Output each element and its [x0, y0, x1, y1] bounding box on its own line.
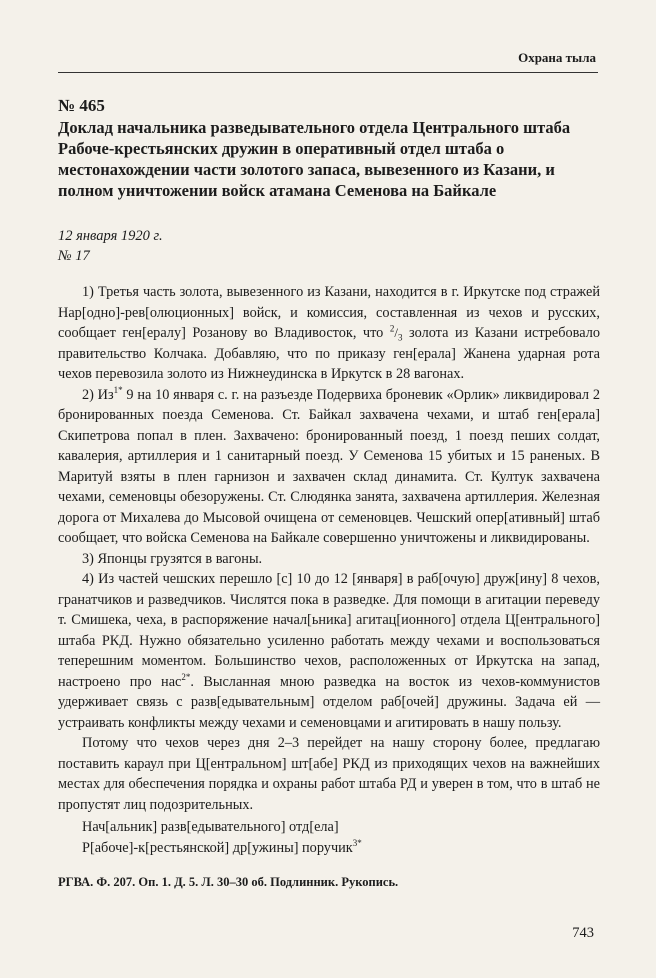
footnote-marker-1: 1*	[113, 384, 123, 395]
paragraph-1	[58, 282, 600, 385]
footnote-marker-3: 3*	[352, 837, 362, 848]
paragraph-4	[58, 569, 600, 733]
fraction: $^2/_3$	[389, 323, 403, 343]
fraction-denominator: 3	[398, 332, 403, 343]
paragraph-1-text-b: золота из Казани истребовало правительство Колчака. Добавляю, что по приказу ген[ерала] Жанена ударная рота чехов перевозила золото из Нижнеудинска в Иркутск в 28 вагонах.	[58, 325, 600, 382]
document-date: 12 января 1920 г.	[58, 228, 163, 244]
running-head: Охрана тыла	[518, 50, 596, 65]
paragraph-4-text-a: 4) Из частей чешских перешло [с] 10 до 12 [января] в раб[очую] друж[ину] 8 чехов, гранатчиков и разведчиков. Числятся пока в разведке. Для помощи в агитации переведу т. Смишека, чеха, в распоряжение начал[ьника] агитац[ионного] отдела Ц[ентрального] штаба РКД. Нужно обязательно усиленно работать между чехами и воспользоваться теперешним моментом. Большинство чехов, расположенных от Иркутска на запад, настроено про нас	[58, 571, 600, 690]
archival-source: РГВА. Ф. 207. Оп. 1. Д. 5. Л. 30–30 об. Подлинник. Рукопись.	[58, 875, 399, 889]
document-reg-number: № 17	[58, 248, 90, 264]
paragraph-5: Потому что чехов через дня 2–3 перейдет на нашу сторону более, предлагаю поставить караул при Ц[ентральном] шт[абе] РКД из приходящих чехов на важнейших местах для обеспечения порядка и охраны работ штаба РД и уверен в том, что в штаб не пропустят лиц подозрительных.	[58, 735, 600, 813]
document-title: Доклад начальника разведывательного отдела Центрального штаба Рабоче-крестьянских дружин в оперативный отдел штаба о местонахождении части золотого запаса, вывезенного из Казани, и полном уничтожении войск атамана Семенова на Байкале	[58, 118, 571, 200]
document-number: № 465	[58, 96, 105, 115]
signature-line-2-text: Р[абоче]-к[рестьянской] др[ужины] поручик	[82, 839, 353, 856]
paragraph-2	[58, 385, 600, 549]
header-rule	[58, 72, 598, 73]
page-number: 743	[572, 925, 594, 941]
signature-line-1: Нач[альник] разв[едывательного] отд[ела]	[82, 819, 339, 835]
footnote-marker-2: 2*	[181, 671, 191, 682]
paragraph-2-text-b: 9 на 10 января с. г. на разъезде Подервиха броневик «Орлик» ликвидировал 2 бронированных поезда Семенова. Ст. Байкал захвачена чехами, и штаб ген[ерала] Скипетрова попал в плен. Захвачено: бронированный поезд, 1 поезд пеших солдат, кавалерия, артиллерия и 1 санитарный поезд. У Семенова 15 убитых и 15 раненых. В Маритуй взяты в плен гарнизон и захвачен склад динамита. Ст. Култук захвачена чехами, семеновцы обезоружены. Ст. Слюдянка занята, захвачена артиллерия. Железная дорога от Михалева до Мысовой очищена от семеновцев. Чешский опер[ативный] штаб сообщает, что войска Семенова на Байкале совершенно уничтожены и ликвидированы.	[58, 386, 600, 546]
document-body	[58, 282, 600, 815]
fraction-numerator: 2	[389, 323, 395, 334]
paragraph-4-text-b: . Высланная мною разведка на восток из чехов-коммунистов удерживает связь с разв[едывательным] отделом раб[очей] дружины. Задача ей — устраивать конфликты между чехами и семеновцами и агитировать в нашу пользу.	[58, 673, 600, 731]
signature-block	[82, 817, 362, 858]
paragraph-2-text-a: 2) Из	[82, 386, 114, 403]
paragraph-1-text-a: 1) Третья часть золота, вывезенного из Казани, находится в г. Иркутске под стражей Нар[одно]-рев[олюционных] войск, и комиссия, составленная из чехов и русских, сообщает ген[ералу] Розанову во Владивосток, что	[58, 284, 600, 341]
paragraph-3: 3) Японцы грузятся в вагоны.	[82, 550, 263, 567]
signature-line-2	[82, 838, 362, 859]
